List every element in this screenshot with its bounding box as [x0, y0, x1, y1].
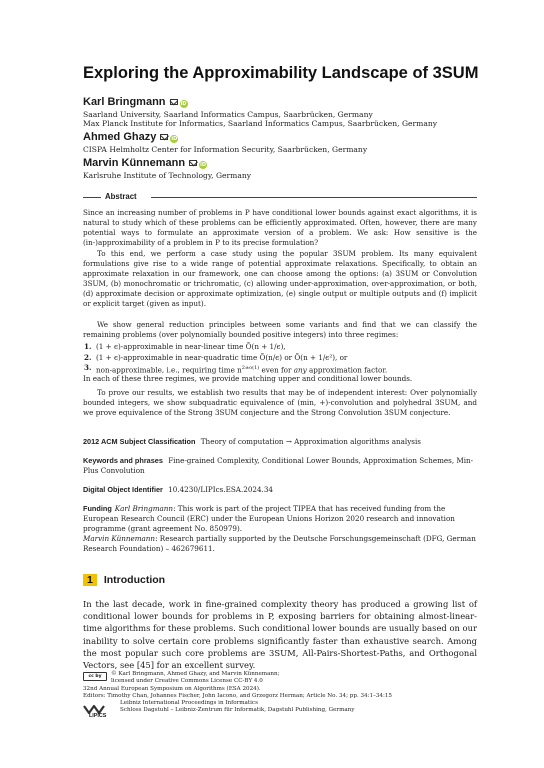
- body-paragraph: In the last decade, work in fine-grained complexity theory has produced a growing list of conditional lower bounds for problems in P, exposing barriers for obtaining almost-linear-time algorithms for these problems. Such conditional lower bounds are usually based on our inability to solve certain core problems significantly faster than exhaustive search. Among the most popular such core problems are 3SUM, All-Pairs-Shortest-Paths, and Orthogonal Vectors, see [45] for an excellent survey.: [83, 599, 477, 671]
- orcid-icon[interactable]: iD: [200, 162, 207, 168]
- list-item: 1. (1 + ϵ)-approximable in near-linear time Õ(n + 1/ϵ),: [84, 342, 286, 351]
- doi: Digital Object Identifier 10.4230/LIPIcs.ESA.2024.34: [83, 485, 273, 494]
- list-item: 3. non-approximable, i.e., requiring time $n^{2\pm o(1)}$ even for any approximation factor.: [84, 363, 388, 375]
- envelope-icon[interactable]: [189, 160, 197, 166]
- divider: [83, 197, 101, 198]
- orcid-icon[interactable]: iD: [171, 136, 178, 142]
- doi-link[interactable]: 10.4230/LIPIcs.ESA.2024.34: [168, 485, 273, 494]
- abstract-heading: Abstract: [83, 192, 477, 202]
- footer: [83, 671, 477, 715]
- author-affiliation: CISPA Helmholtz Center for Information Security, Saarbrücken, Germany: [83, 145, 368, 154]
- abstract-paragraph: Since an increasing number of problems in P have conditional lower bounds against exact algorithms, it is natural to study which of these problems can be efficiently approximated. Often, however, there are many potential ways to formulate an approximate version of a problem. We ask: How sensitive is the (in-)approximability of a problem in P to its precise formulation?: [83, 208, 477, 247]
- author-name: Karl Bringmann iD: [83, 96, 187, 108]
- footer-copyright: © Karl Bringmann, Ahmed Ghazy, and Marvin Künnemann;: [111, 671, 280, 677]
- author-affiliation: Saarland University, Saarland Informatics Campus, Saarbrücken, Germany: [83, 110, 373, 119]
- footer-editors: Editors: Timothy Chan, Johannes Fischer, John Iacono, and Grzegorz Herman; Article No. 34; pp. 34:1–34:15: [83, 692, 392, 699]
- author-name: Marvin Künnemann iD: [83, 157, 207, 169]
- abstract-paragraph: To prove our results, we establish two results that may be of independent interest: Over polynomially bounded integers, we show subquadratic equivalence of (min, +)-convolution and polyhedral 3SUM, and we prove equivalence of the Strong 3SUM conjecture and the Strong Convolution 3SUM conjecture.: [83, 388, 477, 417]
- keywords: Keywords and phrases Fine-grained Complexity, Conditional Lower Bounds, Approximation Schemes, Min-Plus Convolution: [83, 456, 474, 475]
- abstract-paragraph: In each of these three regimes, we provide matching upper and conditional lower bounds.: [83, 374, 413, 383]
- section-heading: 1 Introduction: [83, 574, 165, 586]
- regime-list: [83, 342, 477, 376]
- list-item: 2. (1 + ϵ)-approximable in near-quadratic time Õ(n/ϵ) or Õ(n + 1/ϵ²), or: [84, 352, 348, 362]
- author-affiliation: Max Planck Institute for Informatics, Saarland Informatics Campus, Saarbrücken, Germany: [83, 119, 438, 128]
- acm-classification: 2012 ACM Subject Classification Theory of computation → Approximation algorithms analysis: [83, 437, 421, 446]
- footer-publisher: Schloss Dagstuhl – Leibniz-Zentrum für Informatik, Dagstuhl Publishing, Germany: [120, 707, 355, 714]
- author-affiliation: Karlsruhe Institute of Technology, Germany: [83, 171, 252, 180]
- envelope-icon[interactable]: [160, 134, 168, 140]
- footer-conference: 32nd Annual European Symposium on Algorithms (ESA 2024).: [83, 685, 261, 692]
- author-name: Ahmed Ghazy iD: [83, 131, 178, 143]
- footer-license: licensed under Creative Commons License CC-BY 4.0: [111, 678, 263, 685]
- paper-title: Exploring the Approximability Landscape of 3SUM: [83, 64, 479, 82]
- footer-series: Leibniz International Proceedings in Informatics: [120, 700, 258, 707]
- envelope-icon[interactable]: [170, 99, 178, 105]
- divider: [151, 197, 477, 198]
- lipics-wordmark: LIPICS: [89, 713, 107, 719]
- funding: Funding Karl Bringmann: This work is part of the project TIPEA that has received funding from the European Research Council (ERC) under the European Unions Horizon 2020 research and innovation programme (grant agreement No. 850979). Marvin Künnemann: Research partially supported by the Deutsche Forschungsgemeinschaft (DFG, German Research Foundation) – 462679611.: [83, 504, 476, 553]
- orcid-icon[interactable]: iD: [180, 101, 187, 107]
- abstract-paragraph: To this end, we perform a case study using the popular 3SUM problem. Its many equivalent formulations give rise to a wide range of potential approximate relaxations. Specifically, to obtain an approximate relaxation in our framework, one can choose among the options: (a) 3SUM or Convolution 3SUM, (b) monochromatic or trichromatic, (c) allowing under-approximation, over-approximation, or both, (d) approximate decision or approximate optimization, (e) single output or multiple outputs and (f) implicit or explicit target (given as input).: [83, 249, 477, 308]
- section-number: 1: [83, 574, 97, 586]
- abstract-paragraph: We show general reduction principles between some variants and find that we can classify the remaining problems (over polynomially bounded positive integers) into three regimes:: [83, 320, 477, 339]
- cc-by-license-icon[interactable]: cc by: [83, 672, 107, 681]
